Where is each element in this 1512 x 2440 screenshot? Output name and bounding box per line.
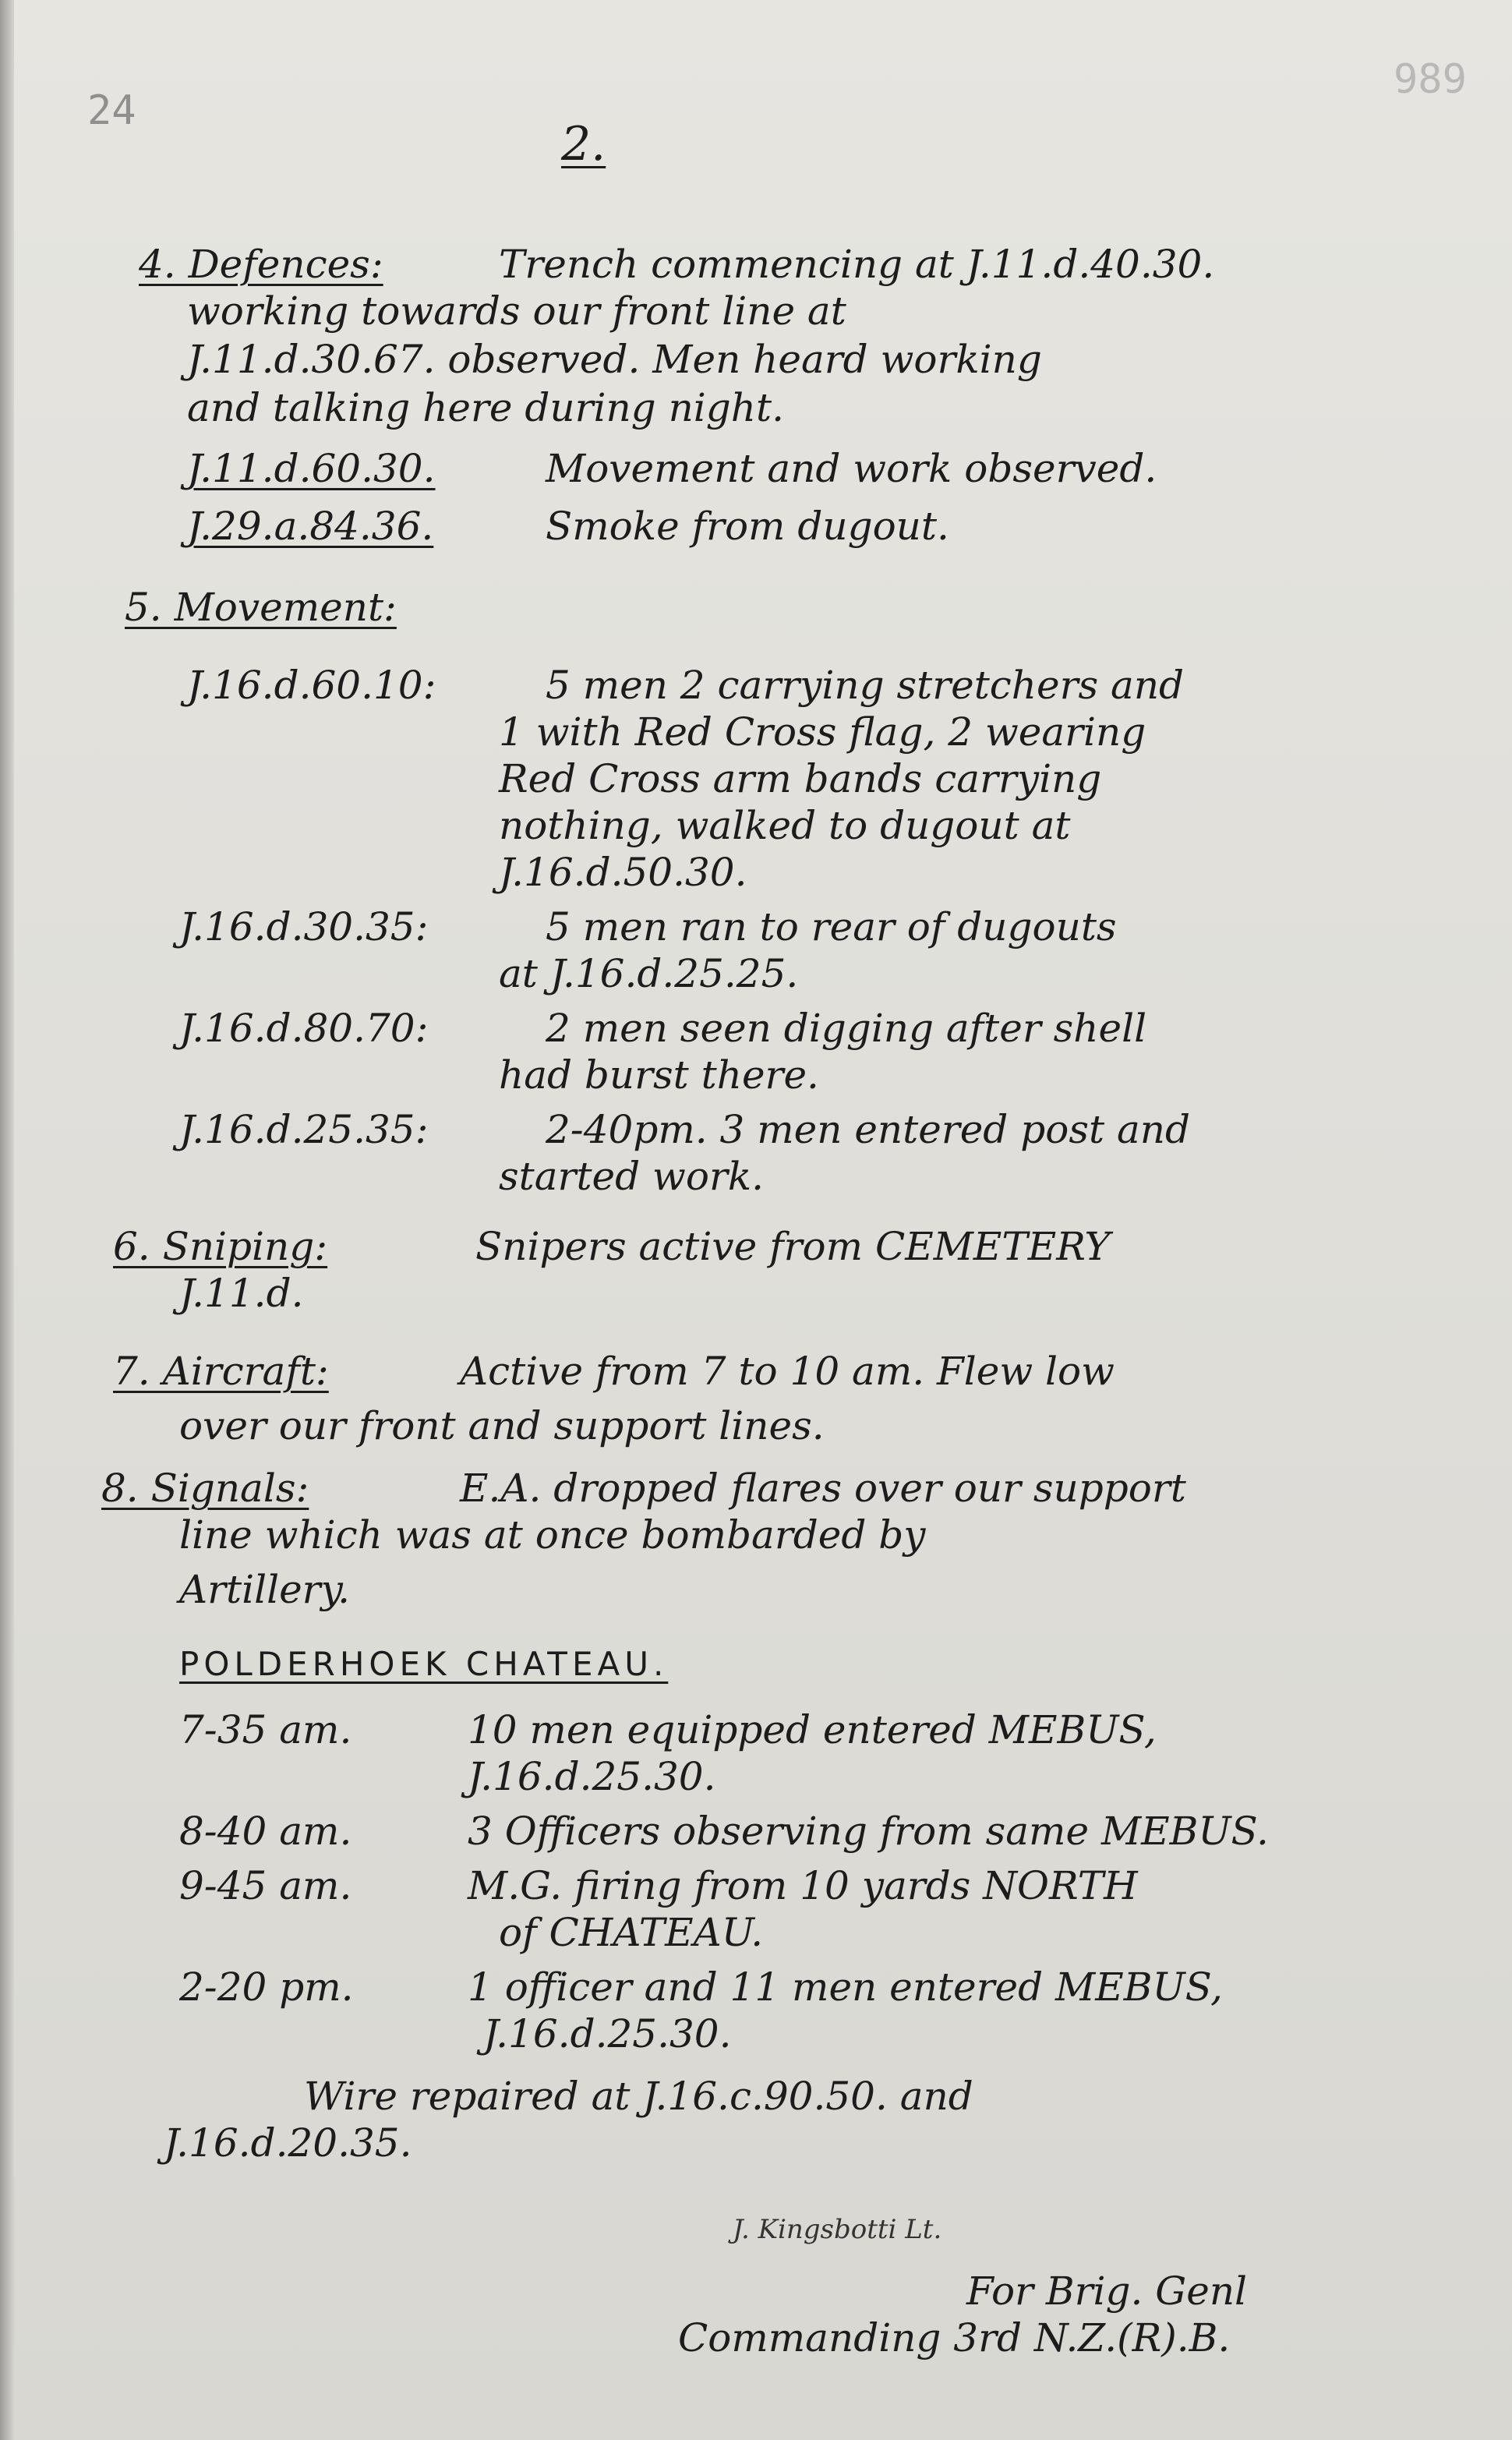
polderhoek-entry-line: 3 Officers observing from same MEBUS.: [468, 1809, 1269, 1854]
signals-line: Artillery.: [179, 1567, 351, 1612]
movement-heading: 5. Movement:: [125, 585, 397, 630]
polderhoek-time: 7-35 am.: [179, 1707, 352, 1752]
polderhoek-entry-line: 10 men equipped entered MEBUS,: [468, 1707, 1157, 1752]
page-edge-shadow: [0, 0, 14, 2440]
movement-entry-line: J.16.d.50.30.: [499, 850, 747, 895]
polderhoek-time: 2-20 pm.: [179, 1964, 354, 2010]
polderhoek-entry-line: J.16.d.25.30.: [483, 2011, 732, 2056]
defences-line: J.11.d.30.67. observed. Men heard working: [187, 337, 1042, 382]
movement-entry-line: had burst there.: [499, 1052, 819, 1098]
movement-entry-line: started work.: [499, 1154, 765, 1199]
wire-line: Wire repaired at J.16.c.90.50. and: [304, 2074, 973, 2119]
movement-entry-line: 2-40pm. 3 men entered post and: [546, 1107, 1190, 1152]
defences-line: and talking here during night.: [187, 385, 784, 430]
polderhoek-time: 8-40 am.: [179, 1809, 352, 1854]
defences-entry-text: Smoke from dugout.: [546, 504, 949, 549]
polderhoek-entry-line: J.16.d.25.30.: [468, 1754, 716, 1799]
sniping-text: Snipers active from CEMETERY: [475, 1224, 1111, 1269]
section-numeral: 2.: [561, 117, 606, 172]
movement-entry-line: 1 with Red Cross flag, 2 wearing: [499, 709, 1146, 755]
signature-commanding: Commanding 3rd N.Z.(R).B.: [678, 2315, 1231, 2360]
defences-entry-ref: J.29.a.84.36.: [187, 504, 434, 549]
movement-entry-ref: J.16.d.60.10:: [187, 663, 436, 708]
signature-for-line: For Brig. Genl: [966, 2268, 1248, 2314]
sniping-ref: J.11.d.: [179, 1271, 304, 1316]
aircraft-heading: 7. Aircraft:: [113, 1349, 329, 1394]
polderhoek-entry-line: 1 officer and 11 men entered MEBUS,: [468, 1964, 1223, 2010]
polderhoek-entry-line: of CHATEAU.: [499, 1910, 764, 1955]
signature-initials: J. Kingsbotti Lt.: [733, 2214, 942, 2245]
sniping-heading: 6. Sniping:: [113, 1224, 328, 1269]
signals-line: E.A. dropped flares over our support: [460, 1466, 1186, 1511]
defences-entry-text: Movement and work observed.: [546, 446, 1157, 491]
defences-heading: 4. Defences:: [139, 242, 383, 287]
page-number-right: 989: [1394, 56, 1467, 103]
defences-line: working towards our front line at: [187, 288, 846, 334]
movement-entry-line: 5 men 2 carrying stretchers and: [546, 663, 1185, 708]
signals-line: line which was at once bombarded by: [179, 1512, 926, 1558]
polderhoek-heading: POLDERHOEK CHATEAU.: [179, 1645, 669, 1683]
polderhoek-time: 9-45 am.: [179, 1863, 352, 1908]
page-number-left: 24: [87, 87, 136, 134]
aircraft-line: Active from 7 to 10 am. Flew low: [460, 1349, 1115, 1394]
movement-entry-line: nothing, walked to dugout at: [499, 803, 1071, 848]
movement-entry-line: 2 men seen digging after shell: [546, 1006, 1147, 1051]
movement-entry-line: Red Cross arm bands carrying: [499, 756, 1102, 801]
polderhoek-entry-line: M.G. firing from 10 yards NORTH: [468, 1863, 1138, 1908]
movement-entry-line: 5 men ran to rear of dugouts: [546, 904, 1117, 949]
defences-line: Trench commencing at J.11.d.40.30.: [499, 242, 1215, 287]
signals-heading: 8. Signals:: [101, 1466, 309, 1511]
defences-entry-ref: J.11.d.60.30.: [187, 446, 436, 491]
movement-entry-ref: J.16.d.80.70:: [179, 1006, 429, 1051]
movement-entry-ref: J.16.d.25.35:: [179, 1107, 429, 1152]
aircraft-line: over our front and support lines.: [179, 1403, 825, 1448]
wire-line: J.16.d.20.35.: [164, 2120, 412, 2166]
movement-entry-ref: J.16.d.30.35:: [179, 904, 429, 949]
movement-entry-line: at J.16.d.25.25.: [499, 951, 799, 996]
